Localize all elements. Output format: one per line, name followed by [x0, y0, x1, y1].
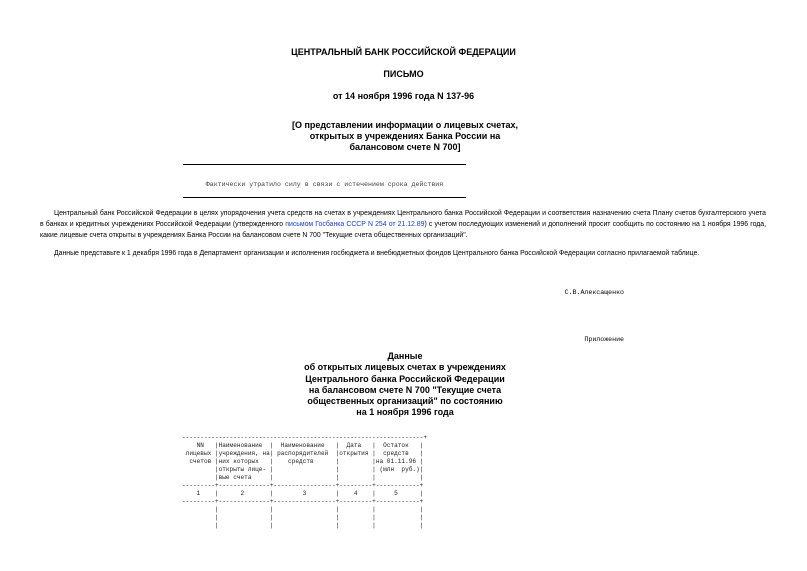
data-table: ------------------------------------------------------------------+ NN |Наименование | Наименование | Дата | Остаток | лицевых |учреждения, на| распорядителей |открытия | средств | счетов |них которых | средств | |на 01.11.96 | |открыты лице- | | | (млн руб.)| |вые счета | | | | ---------+--------------+-----------------+---------+------------+ 1 | 2 | 3 | 4 | 5 | ---------+--------------+-----------------+---------+------------+ | | | | | | | | | | | | | | |	[182, 434, 428, 529]
body-paragraph-2: Данные представьте к 1 декабря 1996 года в Департамент организации и исполнения госбюджета и внебюджетных фондов Центрального банка Российской Федерации согласно прилагаемой таблице.	[54, 250, 700, 257]
table-title-line: Данные	[387, 351, 423, 361]
issuer-heading: ЦЕНТРАЛЬНЫЙ БАНК РОССИЙСКОЙ ФЕДЕРАЦИИ	[291, 47, 516, 57]
table-title-line: об открытых лицевых счетах в учреждениях	[304, 362, 506, 373]
subject-line: балансовом счете N 700]	[349, 142, 461, 152]
table-title	[280, 351, 530, 419]
divider-top	[183, 164, 466, 165]
divider-bottom	[183, 197, 466, 198]
table-title-line: общественных организаций" по состоянию	[307, 396, 503, 407]
document-subject	[230, 120, 580, 153]
signature: С.В.Алексащенко	[564, 289, 624, 296]
document-date-heading: от 14 ноября 1996 года N 137-96	[332, 91, 475, 101]
subject-line: [О представлении информации о лицевых счетах,	[291, 120, 519, 130]
reference-link[interactable]: письмом Госбанка СССР N 254 от 21.12.89	[285, 221, 425, 228]
table-title-line: Центрального банка Российской Федерации	[305, 373, 505, 384]
table-title-line: на 1 ноября 1996 года	[356, 407, 454, 418]
paragraph-text: Центральный банк Российской Федерации в целях упорядочения учета средств на счетах в учреждениях Центрального банка Российской Федерации и соответствия назначению счета Плану счетов бухгалтерского учета в банках и кредитных учреждениях Российской Федерации (утвержденного	[40, 210, 766, 228]
subject-line: открытых в учреждениях Банка России на	[309, 131, 501, 141]
document-type-heading: ПИСЬМО	[383, 69, 424, 79]
attachment-label: Приложение	[584, 336, 624, 343]
paragraph-text: ) с учетом последующих изменений и дополнений просит сообщить по состоянию на 1 ноября 1996 года, какие лицевые счета открыты в учреждениях Банка России на балансовом счете N 700 "Текущие счета общественных организаций".	[40, 221, 767, 239]
status-note: Фактически утратило силу в связи с истечением срока действия	[205, 181, 444, 188]
table-title-line: на балансовом счете N 700 "Текущие счета	[308, 384, 502, 395]
body-paragraph-1	[40, 208, 766, 241]
